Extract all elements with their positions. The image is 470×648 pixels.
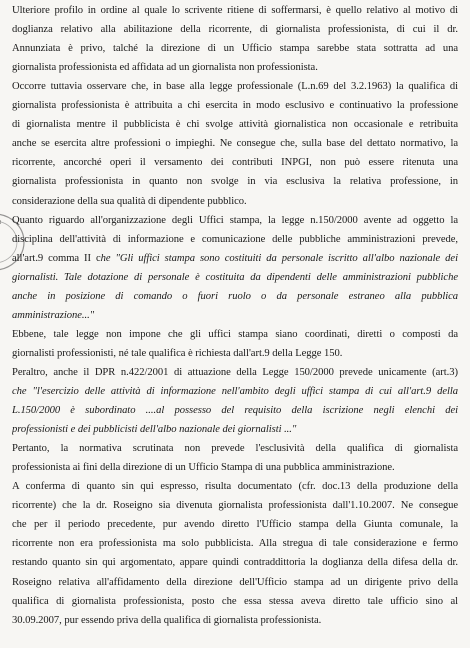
text-line: all'art.9 comma II che "Gli uffici stampa sono costituiti da personale iscritto all'albo nazionale dei <box>12 252 458 264</box>
text-line: anche se esercita altre professioni o impieghi. Ne consegue che, sulla base del dettato normativo, la <box>12 138 458 150</box>
text-line: 30.09.2007, pur essendo priva della qualifica di giornalista professionista. <box>12 614 322 626</box>
text-line: Ebbene, tale legge non impone che gli uffici stampa siano coordinati, diretti o composti da <box>12 328 458 340</box>
text-line: Quanto riguardo all'organizzazione degli Uffici stampa, la legge n.150/2000 avente ad oggetto la <box>12 214 458 226</box>
text-line: doglianza relativo alla abilitazione della ricorrente, di giornalista professionista, di cui il dr. <box>12 24 458 36</box>
text-line: anche in posizione di comando o fuori ruolo o da personale estraneo alla pubblica <box>12 290 458 302</box>
text-line: ricorrente) che la dr. Roseigno sia divenuta giornalista professionista dall'1.10.2007. Ne consegue <box>12 500 458 512</box>
text-line: Peraltro, anche il DPR n.422/2001 di attuazione della Legge 150/2000 prevede unicamente (art.3) <box>12 366 458 378</box>
text-line: restando quanto sin qui argomentato, appare quindi contraddittoria la doglianza della difesa della dr. <box>12 557 458 569</box>
text-line: amministrazione..." <box>12 309 95 321</box>
text-line: ricorrente non era professionista ma solo pubblicista. Alla stregua di tale considerazione e fermo <box>12 538 458 550</box>
text-line: giornalisti. Tale dotazione di personale è costituita da dipendenti delle amministrazioni pubbliche <box>12 271 458 283</box>
text-line: che per il periodo precedente, pur avendo diretto l'Ufficio stampa della Giunta comunale, la <box>12 519 458 531</box>
text-line: giornalista professionista è attribuita a chi esercita in modo esclusivo e continuativo la professione <box>12 100 458 112</box>
text-line: A conferma di quanto sin qui espresso, risulta documentato (cfr. doc.13 della produzione della <box>12 481 458 493</box>
text-line: ricorrente, ancorché operi il versamento dei contributi INPGI, non può essere ritenuta una <box>12 157 458 169</box>
text-line: Occorre tuttavia osservare che, in base alla legge professionale (L.n.69 del 3.2.1963) la qualifica di <box>12 81 458 93</box>
text-line: considerazione della sua qualità di dipendente pubblico. <box>12 195 247 207</box>
text-line: giornalista professionista ed affidata ad un giornalista non professionista. <box>12 62 318 74</box>
text-line: Ulteriore profilo in ordine al quale lo scrivente ritiene di soffermarsi, è quello relativo al motivo di <box>12 5 458 16</box>
text-line: qualifica di giornalista professionista, posto che essa stessa aveva diretto tale ufficio sino al <box>12 595 458 607</box>
text-line: L.150/2000 è subordinato ....al possesso del requisito della iscrizione negli elenchi dei <box>12 405 458 417</box>
text-line: Pertanto, la normativa scrutinata non prevede l'esclusività della qualifica di giornalista <box>12 443 458 455</box>
text-line: di giornalista mentre il pubblicista è chi svolge attività giornalistica non occasionale e retribuita <box>12 119 458 131</box>
text-line: che "l'esercizio delle attività di informazione nell'ambito degli uffici stampa di cui all'art.9 della <box>12 386 458 397</box>
svg-text:TRIB <box>0 220 2 226</box>
text-line: professionista ai fini della direzione di un Ufficio Stampa di una pubblica amministrazione. <box>12 462 395 474</box>
text-line: giornalisti professionisti, né tale qualifica è richiesta dall'art.9 della Legge 150. <box>12 347 343 359</box>
text-line: Annunziata è privo, talché la direzione di un Ufficio stampa sarebbe stata sottratta ad una <box>12 43 458 55</box>
text-line: Roseigno relativa all'affidamento della direzione dell'Ufficio stampa ad un dirigente privo della <box>12 576 458 588</box>
text-line: professionisti e dei pubblicisti dell'albo nazionale dei giornalisti ..." <box>12 424 297 436</box>
text-line: giornalista professionista in quanto non svolge in via esclusiva la relativa professione, in <box>12 176 458 188</box>
text-line: disciplina dell'attività di informazione e comunicazione delle pubbliche amministrazioni prevede, <box>12 233 458 245</box>
